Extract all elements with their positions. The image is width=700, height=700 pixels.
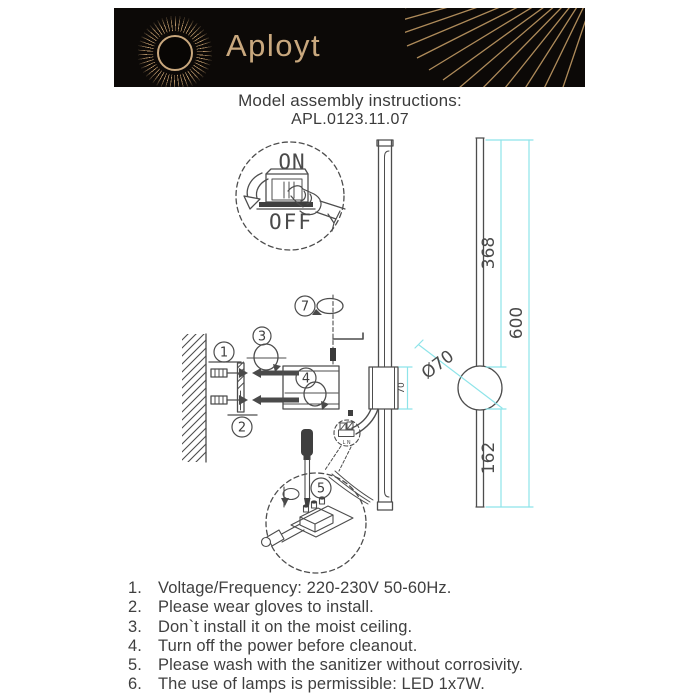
- instruction-number: 1.: [128, 579, 142, 597]
- instruction-number: 4.: [128, 636, 142, 655]
- screwdriver-icon: [301, 429, 313, 506]
- switch-on-label: ON: [278, 150, 306, 174]
- instructions-list: [128, 579, 598, 695]
- dim-bracket-height: 70: [397, 382, 407, 394]
- instruction-item: [128, 637, 598, 656]
- wiring-detail-circle: [262, 429, 374, 573]
- callout-7: 7: [300, 299, 310, 315]
- instruction-item: [128, 656, 598, 675]
- dim-ball-diameter: Ø70: [417, 346, 458, 384]
- instruction-item: [128, 579, 598, 598]
- dim-overall: 600: [507, 306, 527, 340]
- callout-2: 2: [237, 420, 247, 436]
- callout-5: 5: [316, 481, 326, 497]
- brand-name: Aployt: [226, 28, 322, 63]
- page-title: Model assembly instructions:: [238, 91, 462, 110]
- callout-1: 1: [219, 345, 229, 361]
- wall-hatch: [182, 316, 206, 476]
- callout-bubbles: [214, 296, 331, 498]
- instruction-number: 2.: [128, 598, 142, 617]
- switch-labels: [269, 150, 313, 234]
- instruction-text: Please wash with the sanitizer without corrosivity.: [158, 656, 524, 675]
- anchor-screw-row: [211, 368, 299, 378]
- callout-3: 3: [257, 329, 267, 345]
- instruction-item: [128, 598, 598, 617]
- instruction-text: Don`t install it on the moist ceiling.: [158, 617, 413, 636]
- dim-lower-section: 162: [479, 441, 499, 475]
- lamp-side-view: [348, 140, 398, 510]
- instruction-item: [128, 618, 598, 637]
- instruction-text: The use of lamps is permissible: LED 1x7W.: [158, 675, 485, 694]
- switch-off-label: OFF: [269, 210, 313, 234]
- wire-detail: [312, 295, 363, 365]
- model-number: APL.0123.11.07: [291, 111, 409, 128]
- terminal-block: [291, 496, 353, 537]
- wall-canopy: [369, 367, 398, 409]
- callout-4: 4: [301, 371, 311, 387]
- instruction-text: Voltage/Frequency: 220-230V 50-60Hz.: [158, 579, 452, 597]
- terminal-ln-label: L N: [342, 440, 351, 446]
- wall-mount-detail: [182, 316, 299, 476]
- instruction-number: 6.: [128, 675, 142, 694]
- dim-upper-section: 368: [479, 236, 499, 270]
- instruction-number: 3.: [128, 617, 142, 636]
- instruction-item: [128, 675, 598, 694]
- instruction-number: 5.: [128, 656, 142, 675]
- instruction-text: Please wear gloves to install.: [158, 598, 374, 617]
- dimension-labels: [342, 237, 527, 474]
- instruction-text: Turn off the power before cleanout.: [158, 636, 418, 655]
